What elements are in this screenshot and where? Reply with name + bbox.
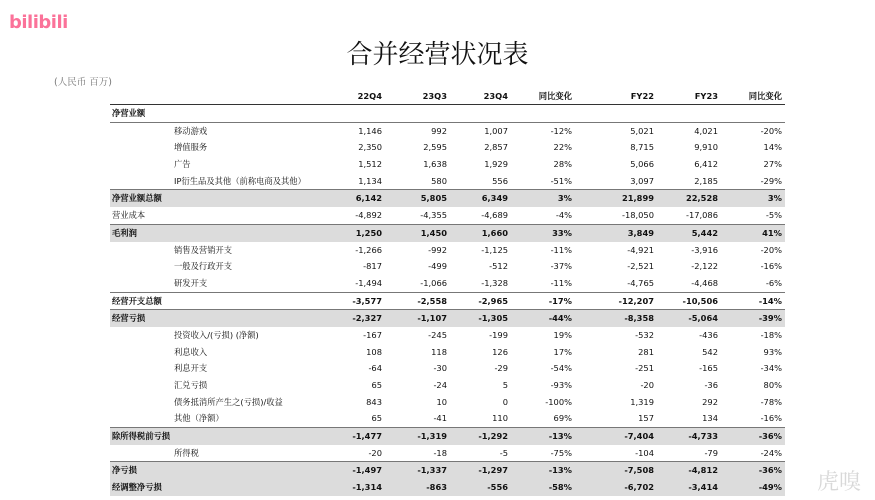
table-cell: -49% <box>758 482 782 493</box>
table-cell: -4,921 <box>627 244 654 255</box>
table-cell: -30 <box>433 363 447 374</box>
table-cell: -6,702 <box>624 482 654 493</box>
row-label: 利息收入 <box>174 346 208 357</box>
table-cell: 19% <box>553 329 572 340</box>
table-cell: -2,965 <box>478 295 508 306</box>
table-cell: -512 <box>489 261 508 272</box>
table-cell: 1,929 <box>484 159 508 170</box>
table-cell: -20 <box>640 380 654 390</box>
table-row <box>110 344 785 361</box>
table-cell: -104 <box>635 447 654 458</box>
table-row <box>110 207 785 225</box>
table-row <box>110 242 785 259</box>
table-cell: -3,414 <box>688 482 718 493</box>
table-cell: -6% <box>765 277 782 288</box>
table-cell: -1,305 <box>478 313 508 324</box>
row-label: 汇兑亏损 <box>174 380 208 390</box>
table-cell: -499 <box>428 261 447 272</box>
table-cell: 6,412 <box>694 159 718 170</box>
table-cell: -1,297 <box>478 465 508 476</box>
bilibili-logo: bilibili <box>9 12 68 33</box>
table-cell: -1,125 <box>481 244 508 255</box>
table-cell: -3,916 <box>691 244 718 255</box>
table-cell: 33% <box>552 227 572 238</box>
col-header-yoy-year: 同比变化 <box>748 91 782 101</box>
table-cell: -93% <box>550 380 572 390</box>
table-cell: -16% <box>760 261 782 272</box>
table-cell: -167 <box>363 329 382 340</box>
table-cell: -4,812 <box>688 465 718 476</box>
table-cell: -2,122 <box>691 261 718 272</box>
table-cell: -5% <box>765 210 782 221</box>
table-cell: 843 <box>366 396 382 407</box>
table-cell: -16% <box>760 413 782 424</box>
table-cell: 2,185 <box>694 175 718 186</box>
table-cell: -12% <box>550 125 572 136</box>
table-cell: 6,142 <box>355 193 382 204</box>
table-cell: -58% <box>548 482 572 493</box>
table-cell: 110 <box>492 413 508 424</box>
table-cell: 1,660 <box>481 227 508 238</box>
table-cell: 22,528 <box>685 193 718 204</box>
table-cell: 1,146 <box>358 125 382 136</box>
table-cell: 5,805 <box>420 193 447 204</box>
table-row <box>110 190 785 207</box>
table-cell: 3% <box>767 193 782 204</box>
table-cell: 4,021 <box>694 125 718 136</box>
table-row <box>110 173 785 191</box>
table-cell: -863 <box>426 482 447 493</box>
table-cell: -11% <box>550 277 572 288</box>
table-cell: -17,086 <box>685 210 718 221</box>
row-label: 经调整净亏损 <box>112 482 162 493</box>
table-cell: -4,892 <box>355 210 382 221</box>
table-cell: -436 <box>699 329 718 340</box>
table-cell: 10 <box>436 396 447 407</box>
table-cell: -24 <box>433 380 447 390</box>
row-label: 净营业额 <box>112 108 146 118</box>
table-cell: 1,638 <box>423 159 447 170</box>
table-cell: -18,050 <box>621 210 654 221</box>
table-cell: -5 <box>499 447 508 458</box>
table-cell: -17% <box>548 295 572 306</box>
table-cell: 3% <box>557 193 572 204</box>
table-cell: -14% <box>758 295 782 306</box>
table-row <box>110 123 785 140</box>
table-cell: -1,497 <box>352 465 382 476</box>
currency-unit-note: (人民币 百万) <box>54 77 112 88</box>
row-label: 债务抵消所产生之(亏损)/收益 <box>174 396 283 407</box>
table-cell: -75% <box>550 447 572 458</box>
table-cell: -10,506 <box>682 295 718 306</box>
table-cell: -8,358 <box>624 313 654 324</box>
table-cell: 0 <box>502 396 508 407</box>
watermark-logo: 虎嗅 <box>816 470 861 495</box>
row-label: 研发开支 <box>174 277 208 288</box>
table-row <box>110 139 785 156</box>
table-cell: -13% <box>548 465 572 476</box>
table-cell: -29 <box>494 363 508 374</box>
table-cell: 1,319 <box>630 396 654 407</box>
table-cell: -556 <box>487 482 508 493</box>
table-cell: -1,494 <box>355 277 382 288</box>
table-cell: 93% <box>763 346 782 357</box>
table-cell: -20% <box>760 125 782 136</box>
table-row <box>110 410 785 428</box>
table-cell: 118 <box>431 346 447 357</box>
table-cell: 2,350 <box>358 142 382 153</box>
table-cell: 1,134 <box>358 175 382 186</box>
table-cell: 69% <box>553 413 572 424</box>
table-cell: 157 <box>638 413 654 424</box>
table-cell: -79 <box>704 447 718 458</box>
table-cell: -20 <box>368 447 382 458</box>
table-cell: -36% <box>758 431 782 442</box>
page-title: 合并经营状况表 <box>346 40 529 70</box>
table-cell: -251 <box>635 363 654 374</box>
table-cell: 1,007 <box>484 125 508 136</box>
table-cell: -20% <box>760 244 782 255</box>
table-cell: 3,849 <box>627 227 654 238</box>
table-cell: -245 <box>428 329 447 340</box>
table-cell: -165 <box>699 363 718 374</box>
table-cell: -1,319 <box>417 431 447 442</box>
table-cell: 5,066 <box>630 159 654 170</box>
row-label: 营业成本 <box>112 210 146 221</box>
table-cell: 5,021 <box>630 125 654 136</box>
table-cell: -5,064 <box>688 313 718 324</box>
table-cell: -532 <box>635 329 654 340</box>
table-cell: 65 <box>371 413 382 424</box>
table-cell: 8,715 <box>630 142 654 153</box>
table-cell: -41 <box>433 413 447 424</box>
table-cell: 21,899 <box>621 193 654 204</box>
table-cell: 14% <box>763 142 782 153</box>
table-row <box>110 327 785 344</box>
table-cell: -64 <box>368 363 382 374</box>
row-label: 除所得税前亏损 <box>112 431 171 442</box>
row-label: 经营开支总额 <box>112 295 162 306</box>
table-cell: -1,292 <box>478 431 508 442</box>
table-row <box>110 445 785 463</box>
table-cell: -4,765 <box>627 277 654 288</box>
table-cell: 5,442 <box>691 227 718 238</box>
table-row <box>110 377 785 394</box>
table-row <box>110 156 785 173</box>
table-cell: -18 <box>433 447 447 458</box>
table-cell: -7,404 <box>624 431 654 442</box>
table-cell: -13% <box>548 431 572 442</box>
table-cell: 27% <box>763 159 782 170</box>
table-row <box>110 293 785 311</box>
col-header-23q3: 23Q3 <box>422 91 447 101</box>
income-statement-table <box>110 89 785 496</box>
table-cell: -78% <box>760 396 782 407</box>
row-label: 销售及营销开支 <box>174 244 233 255</box>
table-cell: 65 <box>371 380 382 390</box>
table-cell: -18% <box>760 329 782 340</box>
table-row <box>110 105 785 123</box>
table-row <box>110 462 785 479</box>
table-cell: 292 <box>702 396 718 407</box>
table-header-row <box>110 89 785 105</box>
table-cell: -51% <box>550 175 572 186</box>
row-label: 移动游戏 <box>174 125 208 136</box>
table-cell: -24% <box>760 447 782 458</box>
table-cell: -1,107 <box>417 313 447 324</box>
table-row <box>110 258 785 275</box>
table-cell: -37% <box>550 261 572 272</box>
table-cell: -11% <box>550 244 572 255</box>
table-cell: 126 <box>492 346 508 357</box>
table-cell: -1,314 <box>352 482 382 493</box>
table-cell: -1,066 <box>420 277 447 288</box>
table-cell: 2,595 <box>423 142 447 153</box>
table-cell: 1,250 <box>355 227 382 238</box>
table-cell: -199 <box>489 329 508 340</box>
table-cell: -7,508 <box>624 465 654 476</box>
row-label: 其他（净额） <box>174 413 224 424</box>
table-cell: -29% <box>760 175 782 186</box>
table-cell: -3,577 <box>352 295 382 306</box>
row-label: 利息开支 <box>174 363 208 374</box>
table-cell: 580 <box>431 175 447 186</box>
table-cell: -4,468 <box>691 277 718 288</box>
table-cell: -36 <box>704 380 718 390</box>
col-header-yoy-quarter: 同比变化 <box>538 91 572 101</box>
row-label: 毛利润 <box>112 227 137 238</box>
table-cell: -34% <box>760 363 782 374</box>
table-cell: 3,097 <box>630 175 654 186</box>
table-cell: -100% <box>545 396 572 407</box>
table-row <box>110 225 785 242</box>
table-cell: 281 <box>638 346 654 357</box>
table-cell: -2,327 <box>352 313 382 324</box>
table-cell: 1,450 <box>420 227 447 238</box>
row-label: 经营亏损 <box>112 313 146 324</box>
table-cell: -4,733 <box>688 431 718 442</box>
table-cell: 80% <box>763 380 782 390</box>
table-cell: 17% <box>553 346 572 357</box>
table-row <box>110 428 785 445</box>
table-cell: -992 <box>428 244 447 255</box>
table-cell: -2,558 <box>417 295 447 306</box>
table-row <box>110 310 785 327</box>
table-cell: -1,328 <box>481 277 508 288</box>
row-label: 所得税 <box>174 447 199 458</box>
table-cell: 5 <box>502 380 508 390</box>
table-cell: 28% <box>553 159 572 170</box>
table-cell: -1,477 <box>352 431 382 442</box>
table-cell: -4,689 <box>481 210 508 221</box>
table-cell: 542 <box>702 346 718 357</box>
table-cell: 6,349 <box>481 193 508 204</box>
row-label: 投资收入/(亏损) (净额) <box>174 329 259 340</box>
table-cell: -39% <box>758 313 782 324</box>
row-label: 净亏损 <box>112 465 137 476</box>
col-header-23q4: 23Q4 <box>483 91 508 101</box>
row-label: 一般及行政开支 <box>174 261 233 272</box>
row-label: 增值服务 <box>174 142 208 153</box>
table-cell: -4% <box>555 210 572 221</box>
table-cell: -36% <box>758 465 782 476</box>
table-cell: -4,355 <box>420 210 447 221</box>
table-row <box>110 360 785 377</box>
table-cell: 2,857 <box>484 142 508 153</box>
table-cell: 108 <box>366 346 382 357</box>
col-header-fy22: FY22 <box>630 91 654 101</box>
table-cell: 1,512 <box>358 159 382 170</box>
row-label: 广告 <box>174 159 191 170</box>
table-cell: -817 <box>363 261 382 272</box>
table-cell: -12,207 <box>618 295 654 306</box>
table-cell: -1,266 <box>355 244 382 255</box>
table-cell: 22% <box>553 142 572 153</box>
table-cell: -44% <box>548 313 572 324</box>
table-cell: 134 <box>702 413 718 424</box>
table-row <box>110 275 785 293</box>
row-label: IP衍生品及其他（前称电商及其他） <box>174 175 306 186</box>
col-header-22q4: 22Q4 <box>357 91 382 101</box>
row-label: 净营业额总额 <box>112 193 162 204</box>
table-cell: 556 <box>492 175 508 186</box>
table-cell: -54% <box>550 363 572 374</box>
col-header-fy23: FY23 <box>694 91 718 101</box>
table-cell: -1,337 <box>417 465 447 476</box>
table-cell: 9,910 <box>694 142 718 153</box>
table-cell: 992 <box>431 125 447 136</box>
table-cell: -2,521 <box>627 261 654 272</box>
table-row <box>110 479 785 496</box>
table-cell: 41% <box>762 227 782 238</box>
table-row <box>110 394 785 411</box>
